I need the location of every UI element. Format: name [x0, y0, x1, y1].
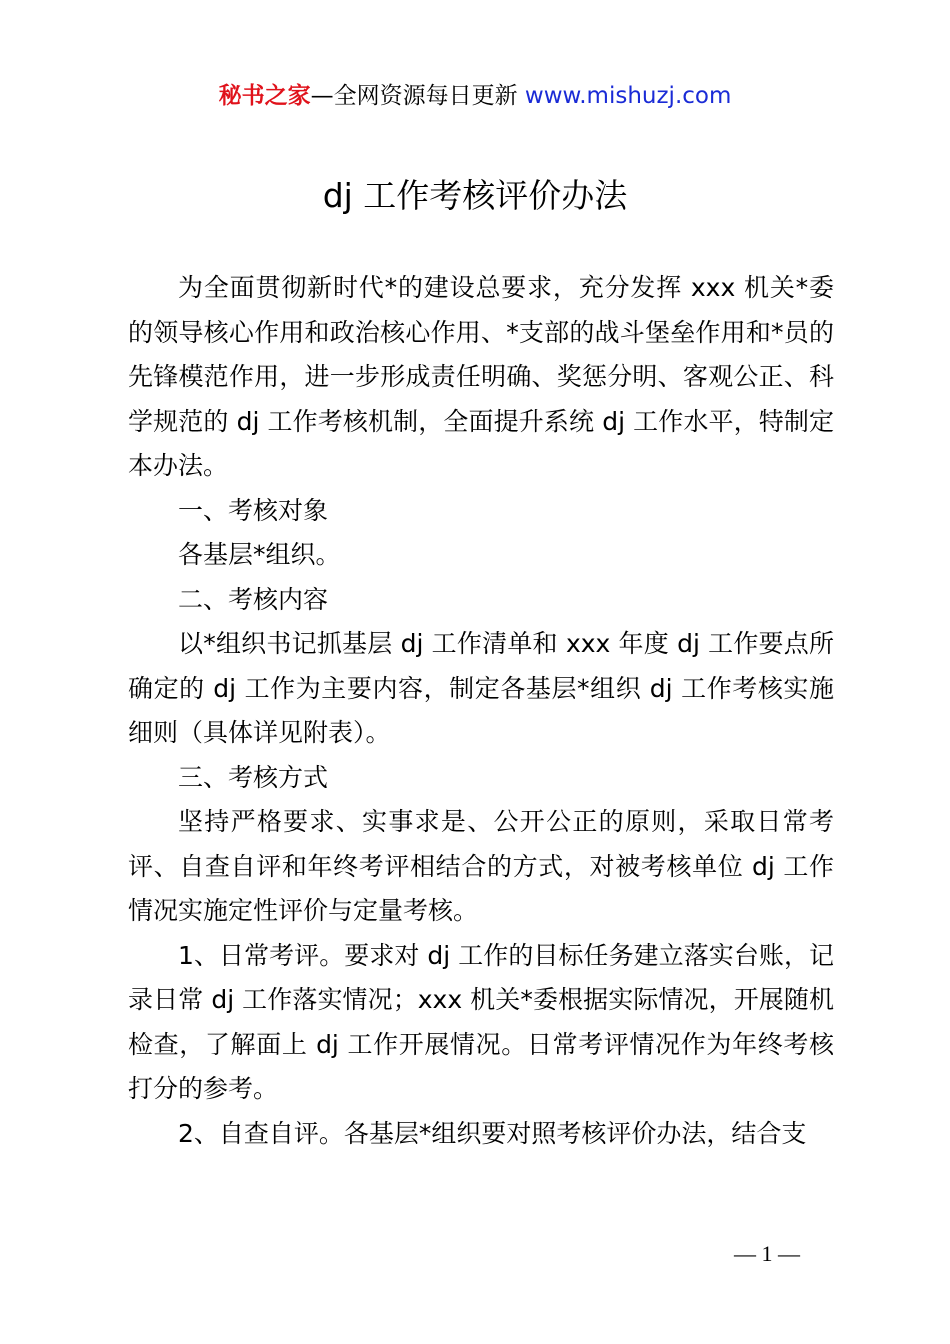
section-heading-assessment-target: 一、考核对象 [178, 495, 329, 525]
page-number: — 1 — [734, 1241, 800, 1266]
intro-paragraph: 为全面贯彻新时代*的建设总要求，充分发挥 xxx 机关*委的领导核心作用和政治核心作用、*支部的战斗堡垒作用和*员的先锋模范作用，进一步形成责任明确、奖惩分明、客观公正、科学规范的 dj 工作考核机制，全面提升系统 dj 工作水平，特制定本办法。 [128, 273, 834, 480]
section-heading-assessment-content: 二、考核内容 [178, 584, 329, 614]
document-body [128, 266, 834, 1156]
site-url-link[interactable]: www.mishuzj.com [524, 83, 732, 109]
section-heading-assessment-method: 三、考核方式 [178, 762, 329, 792]
assessment-method-paragraph: 坚持严格要求、实事求是、公开公正的原则，采取日常考评、自查自评和年终考评相结合的方式，对被考核单位 dj 工作情况实施定性评价与定量考核。 [128, 807, 834, 925]
assessment-target-paragraph: 各基层*组织。 [178, 540, 341, 569]
self-evaluation-paragraph: 2、自查自评。各基层*组织要对照考核评价办法，结合支 [178, 1118, 807, 1148]
site-header [0, 80, 950, 112]
assessment-content-paragraph: 以*组织书记抓基层 dj 工作清单和 xxx 年度 dj 工作要点所确定的 dj 工作为主要内容，制定各基层*组织 dj 工作考核实施细则（具体详见附表）。 [128, 629, 834, 747]
document-title: dj 工作考核评价办法 [322, 176, 628, 215]
site-brand: 秘书之家 [218, 83, 311, 109]
daily-evaluation-paragraph: 1、日常考评。要求对 dj 工作的目标任务建立落实台账，记录日常 dj 工作落实情况；xxx 机关*委根据实际情况，开展随机检查，了解面上 dj 工作开展情况。日常考评情况作为年终考核打分的参考。 [128, 940, 834, 1103]
site-tagline: —全网资源每日更新 [310, 83, 525, 109]
